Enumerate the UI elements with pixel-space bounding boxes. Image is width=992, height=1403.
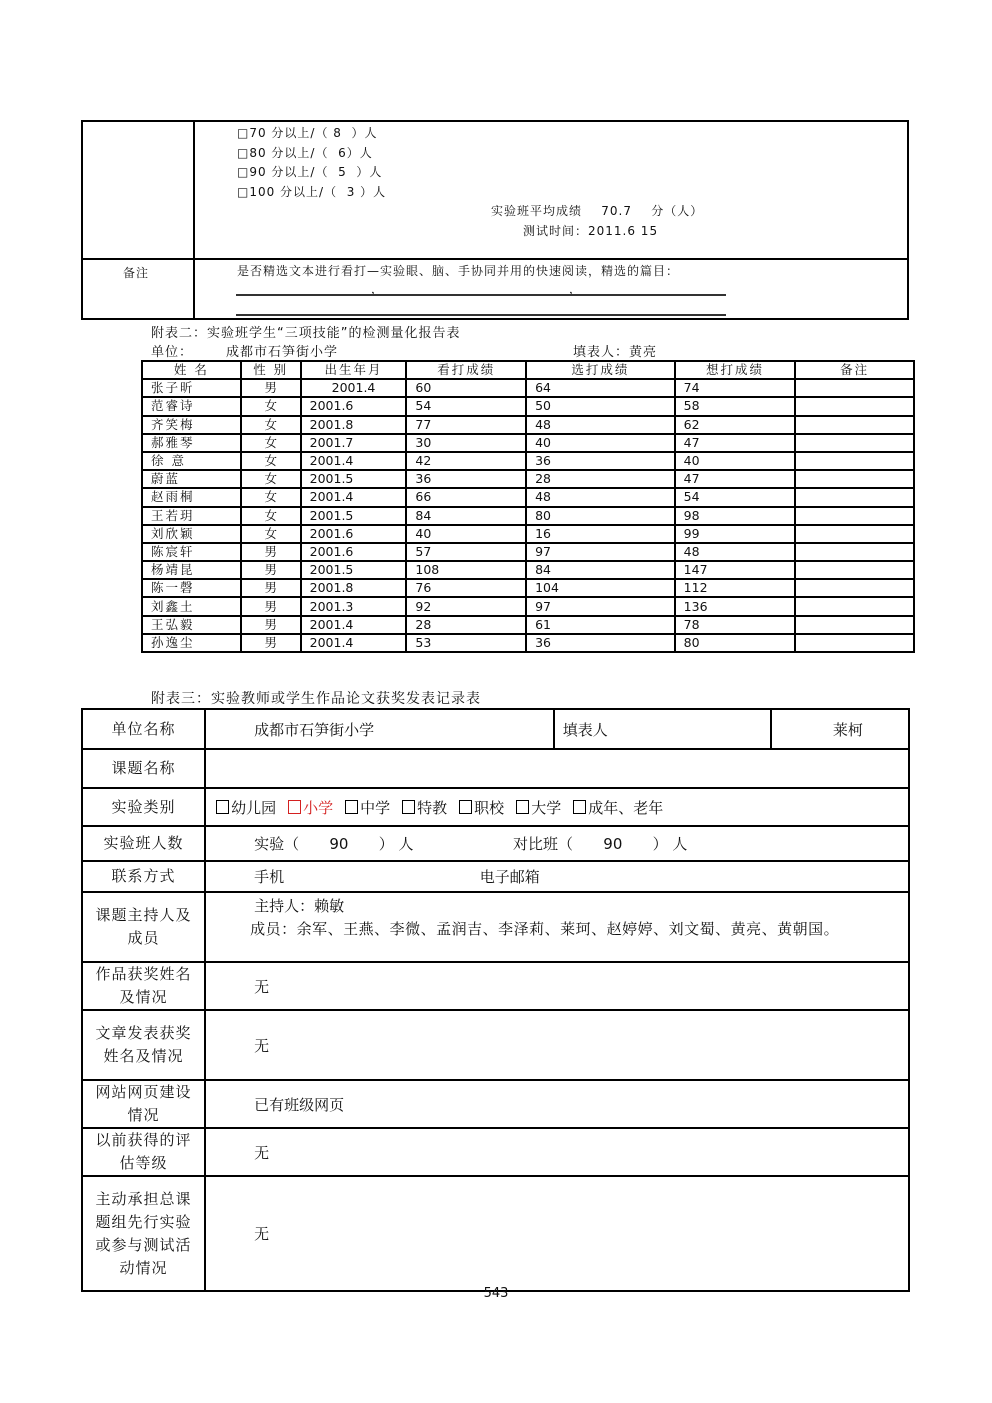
cell-look-score: 30: [406, 434, 526, 452]
host-text: 主持人：赖敏: [254, 897, 345, 915]
cell-name: 孙逸尘: [142, 634, 241, 652]
row-active: [82, 1176, 909, 1291]
remarks-label: 备注: [123, 266, 150, 280]
fill-in-line: [236, 314, 726, 316]
header-select-type: 选打成绩: [526, 361, 675, 379]
cell-select-score: 36: [526, 452, 675, 470]
table-header-row: [142, 361, 914, 379]
articles-value: 无: [205, 1010, 909, 1080]
cell-birth: 2001.7: [301, 434, 407, 452]
cell-birth: 2001.6: [301, 543, 407, 561]
cell-look-score: 54: [406, 397, 526, 415]
cell-remarks: [795, 525, 914, 543]
category-option[interactable]: [516, 799, 561, 817]
row-topic: [82, 749, 909, 788]
cell-name: 徐 意: [142, 452, 241, 470]
row-website: [82, 1080, 909, 1128]
cell-think-score: 74: [675, 379, 796, 397]
cell-name: 陈一磬: [142, 579, 241, 597]
cell-think-score: 78: [675, 616, 796, 634]
cell-look-score: 28: [406, 616, 526, 634]
cell-remarks: [795, 597, 914, 615]
score-line-70: □70 分以上/（ 8 ）人: [237, 126, 378, 140]
cell-birth: 2001.6: [301, 525, 407, 543]
header-name: 姓 名: [142, 361, 241, 379]
cell-gender: 男: [241, 616, 301, 634]
cell-remarks: [795, 452, 914, 470]
awards-record-table: [81, 708, 910, 1292]
cell-birth: 2001.4: [301, 616, 407, 634]
cell-think-score: 47: [675, 434, 796, 452]
cell-remarks: [795, 416, 914, 434]
cell-remarks: [795, 434, 914, 452]
phone-label: 手机: [254, 868, 285, 886]
cell-select-score: 28: [526, 470, 675, 488]
header-gender: 性 别: [241, 361, 301, 379]
cell-name: 陈宸轩: [142, 543, 241, 561]
cell-think-score: 62: [675, 416, 796, 434]
cell-look-score: 57: [406, 543, 526, 561]
cell-think-score: 136: [675, 597, 796, 615]
table-row: [142, 616, 914, 634]
unit-name-label: 单位名称: [82, 709, 205, 749]
row-prior: [82, 1128, 909, 1176]
filler: 填表人：黄亮: [573, 345, 658, 360]
cell-gender: 女: [241, 470, 301, 488]
cell-birth: 2001.4: [301, 452, 407, 470]
category-option-label: 特教: [417, 798, 448, 817]
table-row: [142, 525, 914, 543]
contact-label: 联系方式: [82, 861, 205, 892]
table2-title: 附表二：实验班学生“三项技能”的检测量化报告表: [151, 326, 461, 341]
cell-look-score: 53: [406, 634, 526, 652]
cell-gender: 男: [241, 579, 301, 597]
table-row: [142, 397, 914, 415]
topic-value: [205, 749, 909, 788]
cell-look-score: 92: [406, 597, 526, 615]
checkbox-icon[interactable]: [288, 800, 301, 814]
cell-birth: 2001.6: [301, 397, 407, 415]
topic-label: 课题名称: [82, 749, 205, 788]
cell-birth: 2001.4: [301, 634, 407, 652]
remarks-comma: ，: [371, 282, 385, 296]
table-row: [142, 470, 914, 488]
cell-think-score: 80: [675, 634, 796, 652]
filler-label: 填表人: [554, 709, 771, 749]
cell-think-score: 54: [675, 488, 796, 506]
exp-prefix: 实验（: [254, 835, 300, 853]
website-value: 已有班级网页: [205, 1080, 909, 1128]
cell-name: 王弘毅: [142, 616, 241, 634]
ctrl-count: 90: [603, 835, 623, 853]
category-label: 实验类别: [82, 788, 205, 826]
cell-gender: 男: [241, 543, 301, 561]
members-text: 成员：余军、王燕、李微、孟润吉、李泽莉、莱珂、赵婷婷、刘文蜀、黄亮、黄朝国。: [250, 920, 840, 938]
count-value: [205, 826, 909, 861]
cell-select-score: 40: [526, 434, 675, 452]
cell-think-score: 99: [675, 525, 796, 543]
table-row: [142, 579, 914, 597]
cell-remarks: [795, 634, 914, 652]
cell-gender: 男: [241, 379, 301, 397]
cell-name: 齐笑梅: [142, 416, 241, 434]
cell-remarks: [795, 579, 914, 597]
row-count: [82, 826, 909, 861]
test-time: 测试时间：2011.6 15: [523, 224, 659, 238]
table-row: [142, 379, 914, 397]
cell-remarks: [795, 507, 914, 525]
cell-remarks: [795, 470, 914, 488]
table-row: [142, 416, 914, 434]
cell-name: 赵雨桐: [142, 488, 241, 506]
cell-look-score: 60: [406, 379, 526, 397]
checkbox-icon[interactable]: [345, 800, 358, 814]
cell-select-score: 48: [526, 488, 675, 506]
checkbox-icon[interactable]: [216, 800, 229, 814]
category-option-label: 职校: [474, 798, 505, 817]
cell-think-score: 98: [675, 507, 796, 525]
category-option[interactable]: [216, 799, 276, 817]
cell-gender: 女: [241, 416, 301, 434]
table3-title: 附表三：实验教师或学生作品论文获奖发表记录表: [151, 691, 481, 707]
cell-birth: 2001.4: [301, 379, 407, 397]
prior-label: 以前获得的评估等级: [82, 1128, 205, 1176]
category-option-label: 幼儿园: [231, 798, 277, 817]
average-score: 实验班平均成绩 70.7 分（人）: [491, 204, 704, 218]
filler-value: 莱柯: [771, 709, 909, 749]
cell-remarks: [795, 543, 914, 561]
unit-name-value: 成都市石笋街小学: [205, 709, 554, 749]
cell-name: 蔚蓝: [142, 470, 241, 488]
column-divider: [193, 122, 195, 318]
score-line-100: □100 分以上/（ 3 ）人: [237, 185, 387, 199]
unit-label: 单位：: [151, 345, 194, 360]
cell-look-score: 42: [406, 452, 526, 470]
table-row: [142, 597, 914, 615]
table-row: [142, 488, 914, 506]
cell-look-score: 36: [406, 470, 526, 488]
cell-gender: 女: [241, 507, 301, 525]
cell-birth: 2001.5: [301, 561, 407, 579]
cell-remarks: [795, 379, 914, 397]
cell-remarks: [795, 397, 914, 415]
cell-name: 张子昕: [142, 379, 241, 397]
prior-value: 无: [205, 1128, 909, 1176]
cell-select-score: 84: [526, 561, 675, 579]
cell-think-score: 40: [675, 452, 796, 470]
ctrl-prefix: 对比班（: [513, 835, 574, 853]
count-label: 实验班人数: [82, 826, 205, 861]
works-label: 作品获奖姓名及情况: [82, 962, 205, 1010]
cell-birth: 2001.8: [301, 579, 407, 597]
checkbox-icon[interactable]: [573, 800, 586, 814]
header-look-type: 看打成绩: [406, 361, 526, 379]
remarks-text: 是否精选文本进行看打—实验眼、脑、手协同并用的快速阅读，精选的篇目：: [237, 264, 680, 278]
cell-look-score: 76: [406, 579, 526, 597]
cell-name: 刘欣颖: [142, 525, 241, 543]
cell-think-score: 58: [675, 397, 796, 415]
score-summary-table: [81, 120, 909, 320]
header-birth: 出生年月: [301, 361, 407, 379]
row-host: [82, 892, 909, 962]
header-think-type: 想打成绩: [675, 361, 796, 379]
cell-select-score: 16: [526, 525, 675, 543]
table-row: [142, 434, 914, 452]
category-options: [205, 788, 909, 826]
cell-look-score: 66: [406, 488, 526, 506]
remarks-comma: ，: [569, 282, 583, 296]
row-category: [82, 788, 909, 826]
category-option[interactable]: [459, 799, 504, 817]
category-option[interactable]: [402, 799, 447, 817]
category-option[interactable]: [288, 799, 333, 817]
checkbox-icon[interactable]: [516, 800, 529, 814]
cell-name: 范睿诗: [142, 397, 241, 415]
row-unit: [82, 709, 909, 749]
cell-select-score: 64: [526, 379, 675, 397]
row-works: [82, 962, 909, 1010]
host-label: 课题主持人及成员: [82, 892, 205, 962]
cell-gender: 女: [241, 452, 301, 470]
cell-select-score: 61: [526, 616, 675, 634]
cell-gender: 女: [241, 434, 301, 452]
table-row: [142, 507, 914, 525]
active-value: 无: [205, 1176, 909, 1291]
cell-select-score: 50: [526, 397, 675, 415]
checkbox-icon[interactable]: [459, 800, 472, 814]
table-row: [142, 543, 914, 561]
cell-select-score: 80: [526, 507, 675, 525]
email-label: 电子邮箱: [479, 868, 540, 886]
cell-think-score: 47: [675, 470, 796, 488]
exp-count: 90: [329, 835, 349, 853]
cell-birth: 2001.8: [301, 416, 407, 434]
checkbox-icon[interactable]: [402, 800, 415, 814]
active-label: 主动承担总课题组先行实验或参与测试活动情况: [82, 1176, 205, 1291]
cell-gender: 女: [241, 525, 301, 543]
cell-remarks: [795, 488, 914, 506]
cell-birth: 2001.4: [301, 488, 407, 506]
cell-select-score: 97: [526, 543, 675, 561]
skills-report-table: [141, 360, 915, 653]
fill-in-line: [236, 294, 726, 296]
unit-value: 成都市石笋街小学: [226, 345, 339, 360]
cell-gender: 女: [241, 488, 301, 506]
cell-birth: 2001.5: [301, 507, 407, 525]
exp-suffix: ） 人: [378, 835, 414, 853]
cell-name: 刘鑫土: [142, 597, 241, 615]
category-option[interactable]: [573, 799, 663, 817]
score-line-80: □80 分以上/（ 6）人: [237, 146, 373, 160]
cell-look-score: 108: [406, 561, 526, 579]
cell-think-score: 147: [675, 561, 796, 579]
page-number: 543: [483, 1286, 509, 1301]
cell-remarks: [795, 616, 914, 634]
cell-birth: 2001.3: [301, 597, 407, 615]
table-row: [142, 452, 914, 470]
category-option[interactable]: [345, 799, 390, 817]
cell-think-score: 48: [675, 543, 796, 561]
ctrl-suffix: ） 人: [652, 835, 688, 853]
cell-think-score: 112: [675, 579, 796, 597]
table-row: [142, 561, 914, 579]
row-divider: [83, 258, 907, 260]
category-option-label: 中学: [360, 798, 391, 817]
cell-birth: 2001.5: [301, 470, 407, 488]
contact-value: [205, 861, 909, 892]
cell-gender: 男: [241, 597, 301, 615]
cell-name: 杨靖昆: [142, 561, 241, 579]
category-option-label: 大学: [531, 798, 562, 817]
website-label: 网站网页建设情况: [82, 1080, 205, 1128]
cell-look-score: 40: [406, 525, 526, 543]
cell-select-score: 97: [526, 597, 675, 615]
cell-select-score: 104: [526, 579, 675, 597]
cell-gender: 男: [241, 561, 301, 579]
row-contact: [82, 861, 909, 892]
articles-label: 文章发表获奖姓名及情况: [82, 1010, 205, 1080]
works-value: 无: [205, 962, 909, 1010]
score-line-90: □90 分以上/（ 5 ）人: [237, 165, 383, 179]
category-option-label: 小学: [303, 798, 334, 817]
category-option-label: 成年、老年: [588, 798, 664, 817]
cell-gender: 男: [241, 634, 301, 652]
cell-name: 郝雅琴: [142, 434, 241, 452]
cell-look-score: 77: [406, 416, 526, 434]
header-remarks: 备注: [795, 361, 914, 379]
cell-gender: 女: [241, 397, 301, 415]
row-articles: [82, 1010, 909, 1080]
cell-name: 王若玥: [142, 507, 241, 525]
host-value: [205, 892, 909, 962]
cell-look-score: 84: [406, 507, 526, 525]
cell-remarks: [795, 561, 914, 579]
table-row: [142, 634, 914, 652]
cell-select-score: 36: [526, 634, 675, 652]
cell-select-score: 48: [526, 416, 675, 434]
